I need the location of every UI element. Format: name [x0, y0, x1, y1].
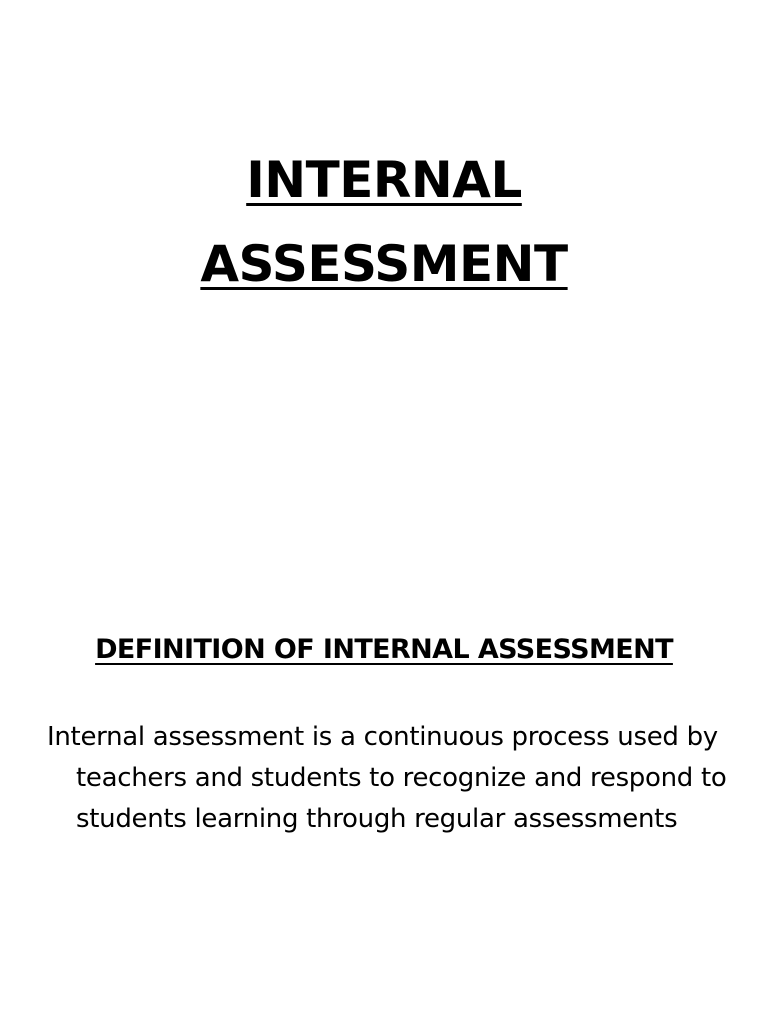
section-heading: DEFINITION OF INTERNAL ASSESSMENT — [95, 634, 673, 665]
definition-paragraph: Internal assessment is a continuous process used by teachers and students to recognize and respond to students learning through regular assessments — [47, 722, 727, 834]
page-title — [0, 138, 768, 306]
title-line-2: ASSESSMENT — [200, 235, 568, 293]
title-line-1: INTERNAL — [246, 151, 522, 209]
